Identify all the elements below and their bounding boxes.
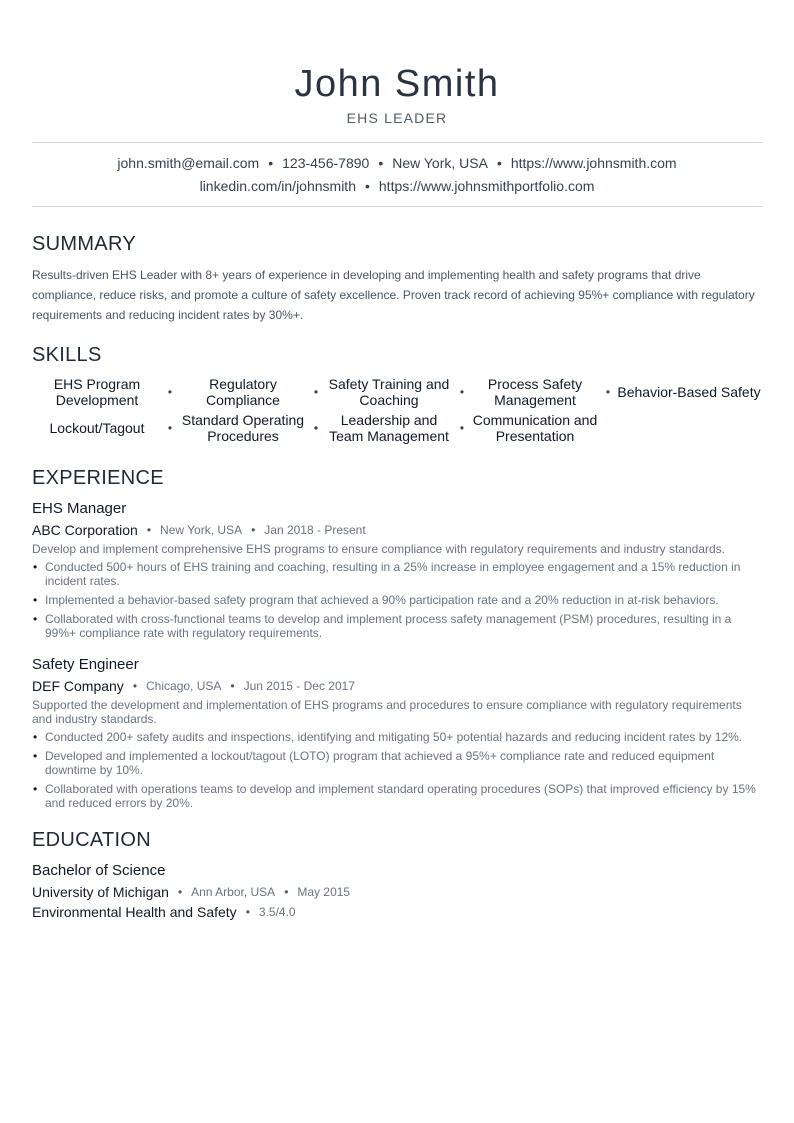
summary-text: Results-driven EHS Leader with 8+ years of experience in developing and implementing health and safety programs that drive compliance, reduce risks, and promote a culture of safety excellence. Proven track record of achieving 95%+ compliance with regulatory requirements and reducing incident rates by 30%+.	[32, 268, 755, 322]
meta-separator: •	[177, 885, 183, 899]
skill-separator: •	[605, 385, 611, 399]
job-bullet: • Collaborated with operations teams to develop and implement standard operating procedures (SOPs) that improved efficiency by 15% and reduced errors by 20%.	[32, 782, 762, 810]
job-bullet: • Collaborated with cross-functional teams to develop and implement process safety management (PSM) procedures, resulting in a 99%+ compliance rate with regulatory requirements.	[32, 612, 762, 640]
contact-website[interactable]: https://www.johnsmith.com	[510, 155, 677, 171]
contact-linkedin[interactable]: linkedin.com/in/johnsmith	[199, 178, 356, 194]
job-title: Safety Engineer	[32, 656, 139, 673]
skill-item: Leadership and Team Management	[329, 412, 449, 444]
education-degree: Bachelor of Science	[32, 862, 166, 879]
contact-line-1	[32, 152, 762, 175]
skill-separator: •	[459, 385, 465, 399]
skill-item: Standard Operating Procedures	[181, 412, 305, 444]
meta-separator: •	[132, 679, 138, 693]
summary-heading: SUMMARY	[32, 233, 136, 255]
skill-item: Process Safety Management	[487, 376, 583, 408]
experience-section	[32, 466, 762, 810]
skills-row	[32, 374, 762, 410]
meta-separator: •	[245, 905, 250, 919]
skill-separator: •	[167, 421, 173, 435]
contact-line-2	[32, 175, 762, 198]
education-field: Environmental Health and Safety	[32, 904, 237, 920]
skill-separator: •	[167, 385, 173, 399]
skill-separator: •	[313, 421, 319, 435]
candidate-title: EHS LEADER	[346, 110, 448, 126]
job-description: Supported the development and implementation of EHS programs and procedures to ensure compliance with regulatory requirements and industry standards.	[32, 698, 742, 726]
contact-location: New York, USA	[392, 155, 488, 171]
job-bullet: • Developed and implemented a lockout/tagout (LOTO) program that achieved a 95%+ compliance rate and reduced equipment downtime by 10%.	[32, 749, 762, 777]
job-dates: Jan 2018 - Present	[264, 523, 366, 537]
skills-section	[32, 343, 762, 446]
job-entry	[32, 498, 762, 640]
skills-row	[32, 410, 762, 446]
summary-section	[32, 232, 762, 325]
contact-separator: •	[268, 155, 274, 171]
education-section	[32, 828, 762, 922]
skill-item: Regulatory Compliance	[206, 376, 280, 408]
skill-item: Safety Training and Coaching	[328, 376, 450, 408]
education-heading: EDUCATION	[32, 829, 151, 851]
meta-separator: •	[230, 679, 235, 693]
job-company: DEF Company	[32, 678, 124, 694]
job-dates: Jun 2015 - Dec 2017	[243, 679, 356, 693]
education-gpa: 3.5/4.0	[258, 905, 296, 919]
job-title: EHS Manager	[32, 500, 127, 517]
skills-grid	[32, 374, 762, 446]
education-date: May 2015	[297, 885, 351, 899]
meta-separator: •	[146, 523, 152, 537]
skills-heading: SKILLS	[32, 344, 102, 366]
skill-separator: •	[459, 421, 465, 435]
job-meta	[32, 520, 762, 540]
job-bullets	[32, 560, 762, 640]
education-school: University of Michigan	[32, 884, 169, 900]
meta-separator: •	[284, 885, 289, 899]
job-meta	[32, 676, 762, 696]
job-bullet: • Conducted 500+ hours of EHS training and coaching, resulting in a 25% increase in employee engagement and a 15% reduction in incident rates.	[32, 560, 762, 588]
job-location: Chicago, USA	[146, 679, 222, 693]
job-bullet: • Implemented a behavior-based safety program that achieved a 90% participation rate and a 20% reduction in at-risk behaviors.	[32, 593, 762, 607]
job-entry	[32, 654, 762, 810]
job-company: ABC Corporation	[32, 522, 138, 538]
skill-item: Behavior-Based Safety	[617, 384, 761, 400]
skill-item: Communication and Presentation	[472, 412, 598, 444]
skill-item: EHS Program Development	[53, 376, 141, 408]
candidate-name: John Smith	[294, 63, 500, 105]
meta-separator: •	[251, 523, 256, 537]
skill-item: Lockout/Tagout	[49, 420, 145, 436]
contact-separator: •	[378, 155, 384, 171]
job-description: Develop and implement comprehensive EHS programs to ensure compliance with regulatory requirements and industry standards.	[32, 542, 726, 556]
experience-heading: EXPERIENCE	[32, 467, 164, 489]
contact-separator: •	[364, 178, 370, 194]
job-location: New York, USA	[160, 523, 243, 537]
education-field-line	[32, 902, 762, 922]
job-bullets	[32, 730, 762, 810]
skill-separator: •	[313, 385, 319, 399]
contact-info	[32, 142, 762, 207]
contact-portfolio[interactable]: https://www.johnsmithportfolio.com	[378, 178, 595, 194]
contact-email[interactable]: john.smith@email.com	[117, 155, 260, 171]
contact-phone[interactable]: 123-456-7890	[282, 155, 370, 171]
education-location: Ann Arbor, USA	[191, 885, 276, 899]
job-bullet: • Conducted 200+ safety audits and inspections, identifying and mitigating 50+ potential hazards and reducing incident rates by 12%.	[32, 730, 762, 744]
education-school-line	[32, 882, 762, 902]
contact-separator: •	[496, 155, 502, 171]
resume-header	[32, 0, 762, 126]
